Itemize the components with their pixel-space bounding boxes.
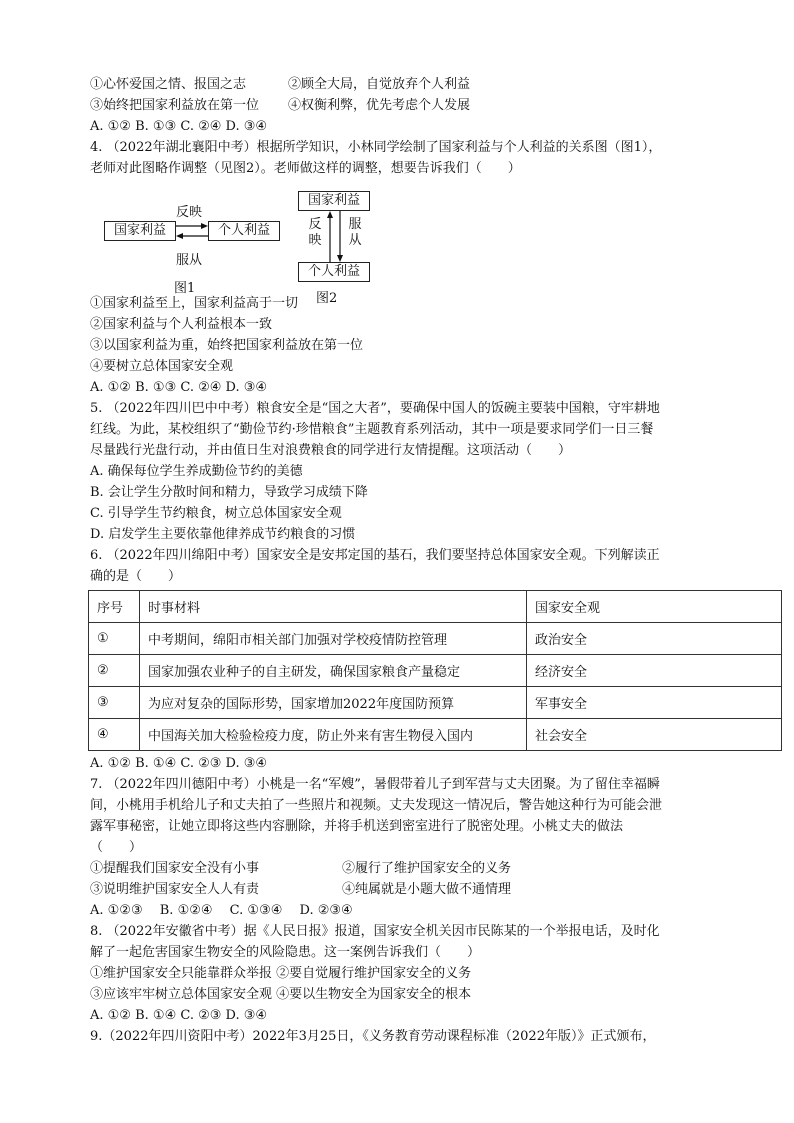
- q4-stem-line2: 老师对此图略作调整（见图2）。老师做这样的调整，想要告诉我们（ ）: [90, 161, 521, 176]
- q5-option-b: B. 会让学生分散时间和精力，导致学习成绩下降: [90, 485, 368, 500]
- table-cell: 为应对复杂的国际形势，国家增加2022年度国防预算: [140, 687, 527, 719]
- q4-option-3: ③以国家利益为重，始终把国家利益放在第一位: [90, 338, 364, 353]
- fig2-arrow-down: [337, 211, 343, 262]
- table-cell: 中考期间，绵阳市相关部门加强对学校疫情防控管理: [140, 623, 527, 655]
- q6-stem-line2: 确的是（ ）: [90, 569, 182, 584]
- fig2-right-label: 服从: [348, 217, 362, 248]
- fig1-arrow-right: [176, 223, 208, 229]
- q6-stem-line1: 6. （2022年四川绵阳中考）国家安全是安邦定国的基石，我们要坚持总体国家安全观。下列解读正: [90, 548, 660, 563]
- table-cell: 经济安全: [527, 655, 782, 687]
- table-header-cell: 序号: [89, 591, 140, 623]
- q7-answers: A. ①②③ B. ①②④ C. ①③④ D. ②③④: [90, 903, 353, 918]
- q5-stem-line1: 5. （2022年四川巴中中考）粮食安全是“国之大者”，要确保中国人的饭碗主要装中国粮，守牢耕地: [90, 401, 660, 416]
- q3-options-row2: [90, 95, 706, 116]
- table-cell: 政治安全: [527, 623, 782, 655]
- q5-stem-line2: 红线。为此，某校组织了“勤俭节约·珍惜粮食”主题教育系列活动，其中一项是要求同学们一日三餐: [90, 422, 654, 437]
- q7-option-4: ④纯属就是小题大做不通情理: [342, 882, 512, 897]
- fig2-bottom-box: 个人利益: [298, 262, 370, 282]
- q8-stem-line2: 解了一起危害国家生物安全的风险隐患。这一案例告诉我们（ ）: [90, 945, 481, 960]
- table-row: [89, 655, 782, 687]
- q5-option-d: D. 启发学生主要依靠他律养成节约粮食的习惯: [90, 527, 356, 542]
- q7-stem-line3: 露军事秘密，让她立即将这些内容删除，并将手机送到密室进行了脱密处理。小桃丈夫的做法: [90, 819, 624, 834]
- q4-answers: A. ①② B. ①③ C. ②④ D. ③④: [90, 380, 268, 395]
- q7-options-row1: [90, 858, 706, 879]
- table-row: [89, 623, 782, 655]
- table-cell: 社会安全: [527, 719, 782, 751]
- q8-options-row2: ③应该牢牢树立总体国家安全观 ④要以生物安全为国家安全的根本: [90, 987, 472, 1002]
- q3-option-2: ②顾全大局，自觉放弃个人利益: [288, 77, 471, 92]
- fig2-arrow-up: [327, 211, 333, 262]
- q4-option-4: ④要树立总体国家安全观: [90, 359, 234, 374]
- q8-stem-line1: 8. （2022年安徽省中考）据《人民日报》报道，国家安全机关因市民陈某的一个举报电话，及时化: [90, 924, 660, 939]
- q3-option-4: ④权衡利弊，优先考虑个人发展: [288, 98, 471, 113]
- q7-option-1: ①提醒我们国家安全没有小事: [90, 861, 260, 876]
- table-header-cell: 国家安全观: [527, 591, 782, 623]
- q7-options-row2: [90, 879, 706, 900]
- document-page: [90, 74, 706, 1047]
- q5-option-c: C. 引导学生节约粮食，树立总体国家安全观: [90, 506, 342, 521]
- fig2-caption: 图2: [316, 291, 338, 306]
- table-cell: 国家加强农业种子的自主研发，确保国家粮食产量稳定: [140, 655, 527, 687]
- fig1-top-label: 反映: [176, 205, 203, 220]
- q3-answers: A. ①② B. ①③ C. ②④ D. ③④: [90, 119, 268, 134]
- q5-stem-line3: 尽量践行光盘行动，并由值日生对浪费粮食的同学进行友情提醒。这项活动（ ）: [90, 443, 572, 458]
- table-cell: ③: [89, 687, 140, 719]
- table-cell: ④: [89, 719, 140, 751]
- fig1-left-box: 国家利益: [104, 221, 176, 241]
- q6-table: [88, 590, 782, 751]
- q7-stem-line2: 间，小桃用手机给儿子和丈夫拍了一些照片和视频。丈夫发现这一情况后，警告她这种行为可能会泄: [90, 798, 663, 813]
- fig1-right-box: 个人利益: [208, 221, 280, 241]
- table-cell: 中国海关加大检验检疫力度，防止外来有害生物侵入国内: [140, 719, 527, 751]
- q3-option-1: ①心怀爱国之情、报国之志: [90, 77, 247, 92]
- table-header-cell: 时事材料: [140, 591, 527, 623]
- fig2-left-label: 反映: [308, 217, 322, 248]
- table-cell: 军事安全: [527, 687, 782, 719]
- q4-stem-line1: 4. （2022年湖北襄阳中考）根据所学知识，小林同学绘制了国家利益与个人利益的关系图（图1），: [90, 140, 662, 155]
- q5-option-a: A. 确保每位学生养成勤俭节约的美德: [90, 464, 303, 479]
- table-row: [89, 719, 782, 751]
- table-header-row: [89, 591, 782, 623]
- q7-stem-line4: （ ）: [90, 840, 143, 855]
- q7-option-3: ③说明维护国家安全人人有责: [90, 882, 260, 897]
- q7-stem-line1: 7. （2022年四川德阳中考）小桃是一名“军嫂”，暑假带着儿子到军营与丈夫团聚。为了留住幸福瞬: [90, 777, 660, 792]
- fig1-arrow-left: [176, 233, 208, 239]
- q7-option-2: ②履行了维护国家安全的义务: [342, 861, 512, 876]
- q4-option-1: ①国家利益至上，国家利益高于一切: [90, 296, 299, 311]
- fig1-bottom-label: 服从: [176, 253, 203, 268]
- q9-stem-line1: 9.（2022年四川资阳中考）2022年3月25日，《义务教育劳动课程标准（2022年版）》正式颁布，: [90, 1029, 656, 1044]
- q3-options-row1: [90, 74, 706, 95]
- q6-answers: A. ①② B. ①④ C. ②③ D. ③④: [90, 756, 268, 771]
- q8-options-row1: ①维护国家安全只能靠群众举报 ②要自觉履行维护国家安全的义务: [90, 966, 472, 981]
- q4-option-2: ②国家利益与个人利益根本一致: [90, 317, 273, 332]
- q3-option-3: ③始终把国家利益放在第一位: [90, 98, 260, 113]
- fig2-top-box: 国家利益: [298, 191, 370, 211]
- q8-answers: A. ①② B. ①④ C. ②③ D. ③④: [90, 1008, 268, 1023]
- table-cell: ②: [89, 655, 140, 687]
- table-cell: ①: [89, 623, 140, 655]
- table-row: [89, 687, 782, 719]
- fig1-caption: 图1: [174, 281, 196, 296]
